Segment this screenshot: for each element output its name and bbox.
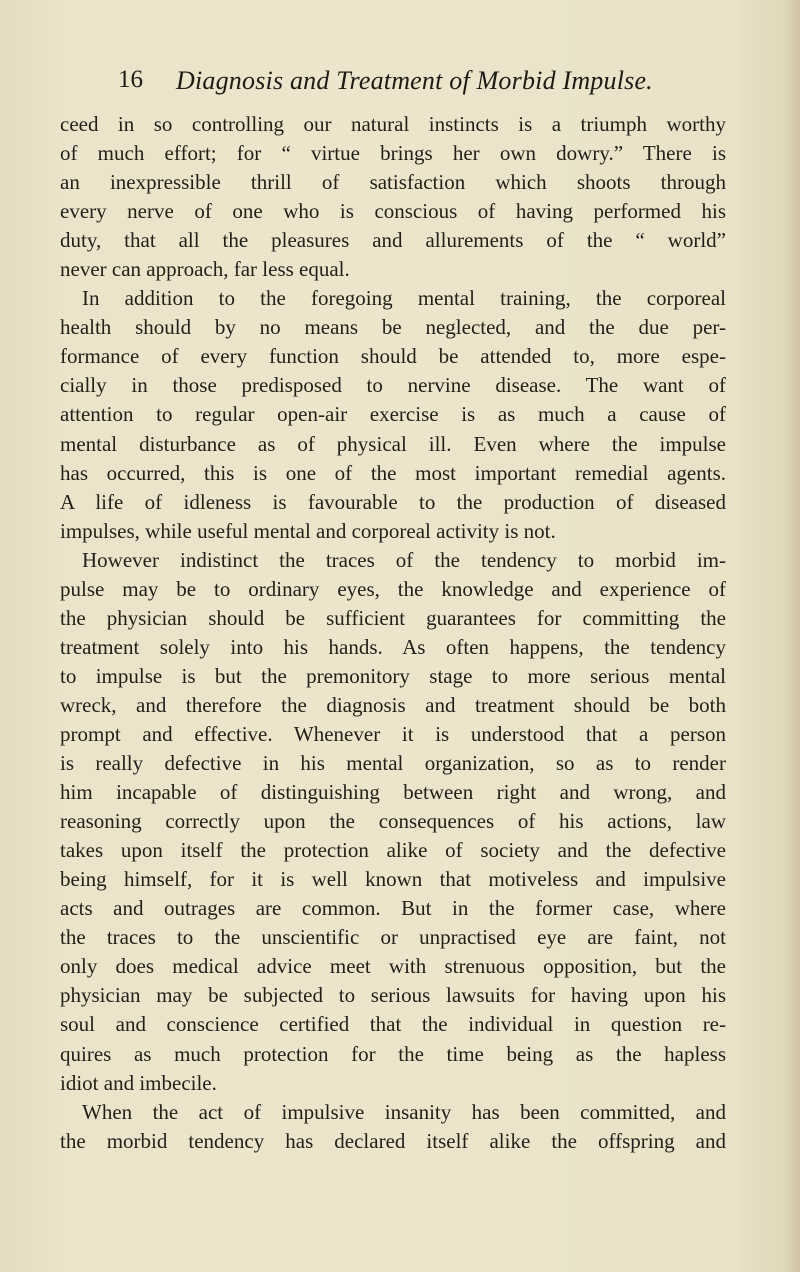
text-line: When the act of impulsive insanity has been committed, and	[82, 1099, 726, 1124]
text-line: every nerve of one who is conscious of having performed his	[60, 199, 726, 224]
text-line: to impulse is but the premonitory stage to more serious mental	[60, 663, 726, 688]
text-line: A life of idleness is favourable to the production of diseased	[60, 489, 726, 514]
text-line: However indistinct the traces of the tendency to morbid im-	[82, 547, 726, 572]
text-line: cially in those predisposed to nervine disease. The want of	[60, 373, 726, 398]
text-line: takes upon itself the protection alike of society and the defective	[60, 838, 726, 863]
text-line: wreck, and therefore the diagnosis and treatment should be both	[60, 692, 726, 717]
running-title: Diagnosis and Treatment of Morbid Impulse.	[176, 66, 653, 95]
text-line: being himself, for it is well known that motiveless and impulsive	[60, 867, 726, 892]
text-line: In addition to the foregoing mental training, the corporeal	[82, 286, 726, 311]
text-line: mental disturbance as of physical ill. Even where the impulse	[60, 431, 726, 456]
text-line: physician may be subjected to serious lawsuits for having upon his	[60, 983, 726, 1008]
page-edge-shadow	[786, 0, 800, 1272]
text-line: duty, that all the pleasures and allurements of the “ world”	[60, 228, 726, 253]
body-text	[60, 110, 726, 1156]
text-line: impulses, while useful mental and corporeal activity is not.	[60, 518, 556, 543]
text-line: pulse may be to ordinary eyes, the knowledge and experience of	[60, 576, 726, 601]
text-line: attention to regular open-air exercise is as much a cause of	[60, 402, 726, 427]
text-line: formance of every function should be attended to, more espe-	[60, 344, 726, 369]
text-line: has occurred, this is one of the most important remedial agents.	[60, 460, 726, 485]
text-line: treatment solely into his hands. As often happens, the tendency	[60, 634, 726, 659]
page-header	[118, 66, 718, 106]
text-line: only does medical advice meet with strenuous opposition, but the	[60, 954, 726, 979]
text-line: acts and outrages are common. But in the former case, where	[60, 896, 726, 921]
page-number: 16	[118, 66, 143, 93]
text-line: of much effort; for “ virtue brings her own dowry.” There is	[60, 141, 726, 166]
text-line: the physician should be sufficient guarantees for committing the	[60, 605, 726, 630]
text-line: health should by no means be neglected, and the due per-	[60, 315, 726, 340]
text-line: the morbid tendency has declared itself alike the offspring and	[60, 1128, 726, 1153]
text-line: never can approach, far less equal.	[60, 257, 350, 282]
text-line: idiot and imbecile.	[60, 1070, 217, 1095]
text-line: prompt and effective. Whenever it is understood that a person	[60, 721, 726, 746]
text-line: reasoning correctly upon the consequences of his actions, law	[60, 809, 726, 834]
text-line: is really defective in his mental organization, so as to render	[60, 751, 726, 776]
text-line: him incapable of distinguishing between right and wrong, and	[60, 780, 726, 805]
text-line: an inexpressible thrill of satisfaction which shoots through	[60, 170, 726, 195]
text-line: ceed in so controlling our natural instincts is a triumph worthy	[60, 112, 726, 136]
text-line: quires as much protection for the time being as the hapless	[60, 1041, 726, 1066]
text-line: the traces to the unscientific or unpractised eye are faint, not	[60, 925, 726, 950]
text-line: soul and conscience certified that the individual in question re-	[60, 1012, 726, 1037]
